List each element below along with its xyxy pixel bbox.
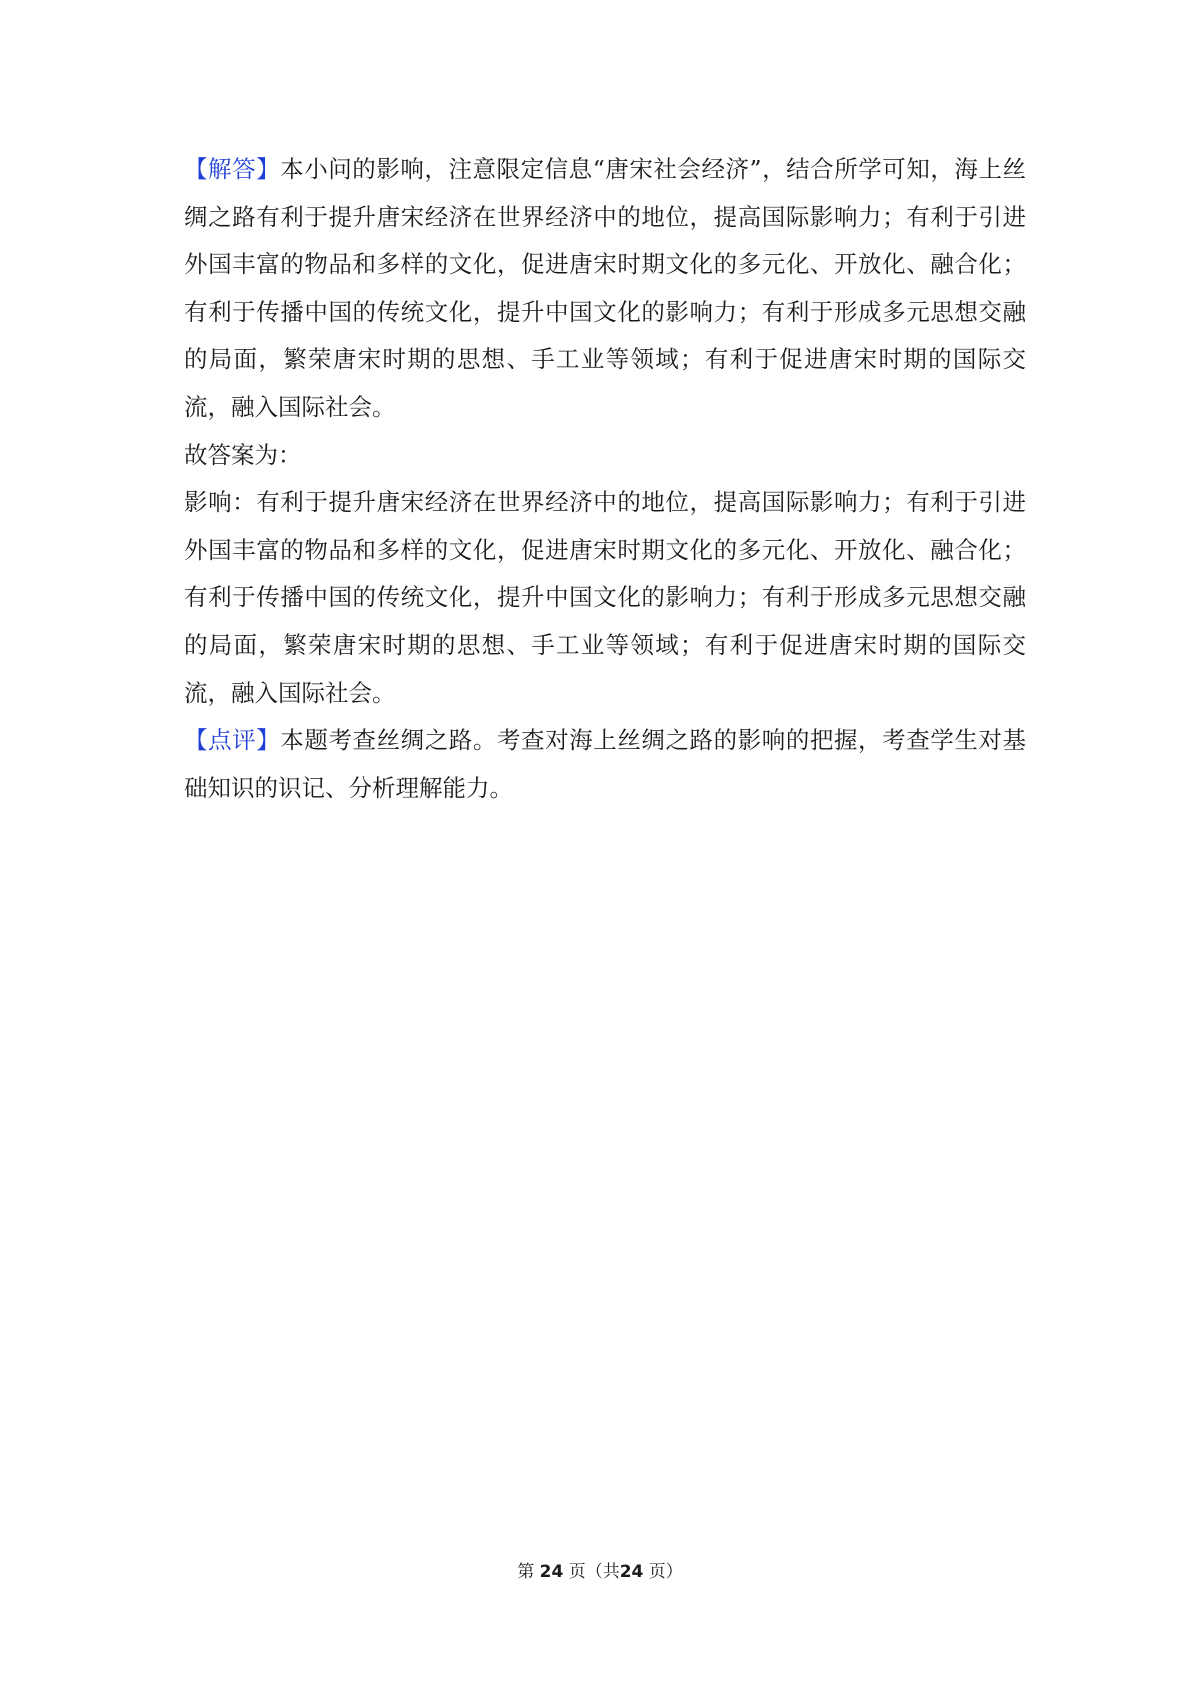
answer-body: 影响：有利于提升唐宋经济在世界经济中的地位，提高国际影响力；有利于引进外国丰富的物品和多样的文化，促进唐宋时期文化的多元化、开放化、融合化；有利于传播中国的传统文化，提升中国文化的影响力；有利于形成多元思想交融的局面，繁荣唐宋时期的思想、手工业等领域；有利于促进唐宋时期的国际交流，融入国际社会。 xyxy=(184,488,1026,707)
answer-paragraph xyxy=(184,146,1026,432)
footer-suffix: 页） xyxy=(648,1562,683,1582)
comment-paragraph xyxy=(184,717,1026,812)
page-footer xyxy=(0,1560,1200,1584)
comment-text: 本题考查丝绸之路。考查对海上丝绸之路的影响的把握，考查学生对基础知识的识记、分析理解能力。 xyxy=(184,726,1027,802)
answer-label: 故答案为： xyxy=(184,440,302,469)
answer-text: 本小问的影响，注意限定信息“唐宋社会经济”，结合所学可知，海上丝绸之路有利于提升唐宋经济在世界经济中的地位，提高国际影响力；有利于引进外国丰富的物品和多样的文化，促进唐宋时期文化的多元化、开放化、融合化；有利于传播中国的传统文化，提升中国文化的影响力；有利于形成多元思想交融的局面，繁荣唐宋时期的思想、手工业等领域；有利于促进唐宋时期的国际交流，融入国际社会。 xyxy=(184,155,1026,421)
document-body xyxy=(184,146,1026,812)
footer-page-number: 24 xyxy=(539,1562,564,1582)
answer-tag: 【解答】 xyxy=(184,155,281,183)
footer-total-pages: 24 xyxy=(619,1562,644,1582)
footer-prefix: 第 xyxy=(517,1562,535,1582)
comment-tag: 【点评】 xyxy=(184,726,281,755)
footer-middle: 页（共 xyxy=(568,1562,620,1582)
